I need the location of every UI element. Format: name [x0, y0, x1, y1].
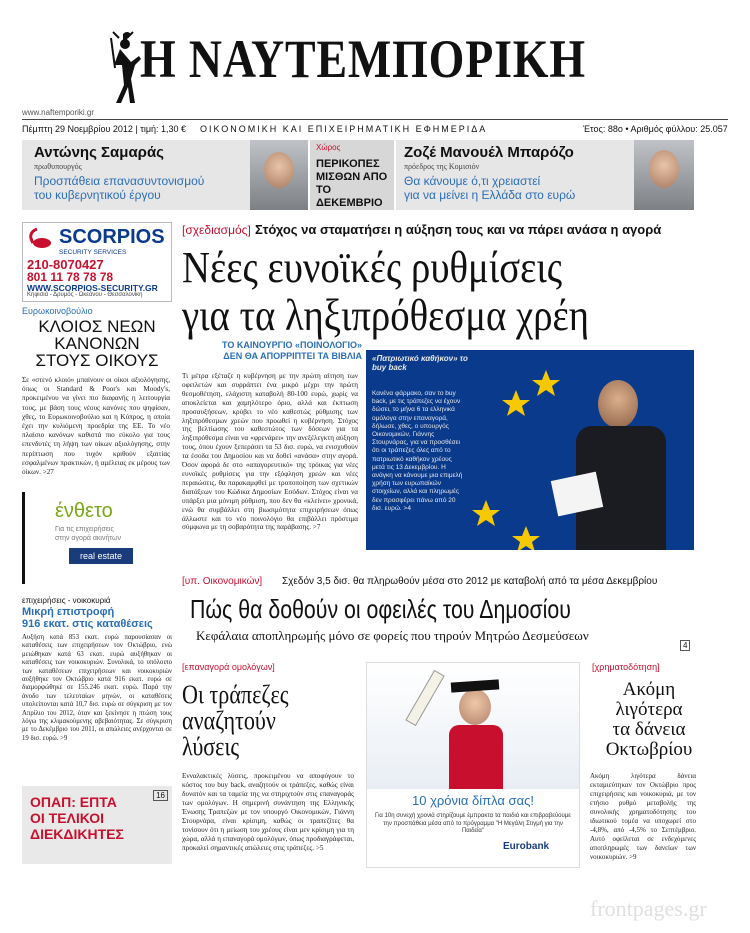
website-url: www.naftemporiki.gr — [22, 108, 95, 117]
real-estate-badge: real estate — [69, 548, 133, 564]
headline-line: αναζητούν — [182, 706, 276, 735]
entheto-sub: Για τις επιχειρήσεις — [55, 526, 114, 533]
ad-areas: Κηφισιά - Δρυμός - Ωκεάνου - Θεσσαλονίκη — [27, 292, 143, 298]
teaser-label: Χώρος — [316, 143, 341, 152]
scorpion-icon — [27, 227, 57, 253]
ad-photo — [367, 663, 579, 789]
debts-kicker: [υπ. Οικονομικών] — [182, 576, 263, 587]
ad-url: WWW.SCORPIOS-SECURITY.GR — [27, 283, 158, 293]
ad-phone: 210-8070427 — [27, 257, 104, 272]
ad-scorpios[interactable] — [22, 222, 172, 302]
teaser-line: Θα κάνουμε ό,τι χρειαστεί — [404, 174, 541, 188]
face-icon — [649, 150, 679, 188]
loans-kicker: [χρηματοδότηση] — [592, 662, 660, 672]
retail-headline[interactable] — [22, 606, 153, 630]
hermes-logo-icon — [103, 28, 143, 106]
main-side-title — [182, 340, 362, 362]
photo-caption: Κανένα φάρμακο, σαν το buy back, με τις τράπεζες να έχουν δώσει, το μήνα 6 τα ελληνικά ομόλογα στην επαναγορά, δήλωσε, χθες, ο υπουργός Οικονομικών, Γιάννης Στουρνάρας, για να προσθέσει ότι οι τράπεζες όλες από το πατριωτικό καθήκον χρέους μετά τις 13 Δεκεμβρίου. Η ανάγκη να κάνουμε μια επιμελή χρήση των ευρωπαϊκών στοιχείων, αλλά και πληρωμές δεν προσφέρει πάνω από 20 δισ. ευρώ. >4 — [372, 390, 463, 512]
side-title-line: ΔΕΝ ΘΑ ΑΠΟΡΡΙΠΤΕΙ ΤΑ ΒΙΒΛΙΑ — [223, 351, 362, 361]
main-subhead: Στόχος να σταματήσει η αύξηση τους και να πάρει ανάσα η αγορά — [255, 222, 662, 237]
banks-body: Ενναλακτικές λύσεις, προκειμένου να αποφύγουν το κόστος του buy back, αναζητούν οι τράπεζες, καθώς είναι δυνατόν και τα ταμεία της να στηριχτούν στις επαναγοράς των ομολόγων. Η σημερινή συνάντηση της Ελληνικής Ένωσης Τραπεζών με τον υπουργό Οικονομικών, Γιάννη Στουρνάρα, είναι κρίσιμη, καθώς οι τραπεζίτες θα τονίσουν ότι η μείωση του χρέους είναι μεν κρίσιμη για τη χώρα, αλλά η επαναγορά ομολόγων, όπως προδιαγράφεται, προκαλεί σημαντικές απώλειες στις τράπεζες. >5 — [182, 772, 354, 852]
teaser-line: για να μείνει η Ελλάδα στο ευρώ — [404, 188, 576, 202]
issue-number: Έτος: 88ο • Αριθμός φύλλου: 25.057 — [583, 124, 728, 134]
teaser-samaras[interactable] — [22, 140, 308, 210]
headline-line: Νέες ευνοϊκές ρυθμίσεις — [182, 243, 563, 292]
story-kicker: Ευρωκοινοβούλιο — [22, 306, 93, 316]
ad-subtitle: SECURITY SERVICES — [59, 249, 127, 256]
masthead-rule — [22, 119, 728, 120]
teaser-line: Προσπάθεια επανασυντονισμού — [34, 174, 205, 188]
dateline: Πέμπτη 29 Νοεμβρίου 2012 | τιμή: 1,30 € — [22, 124, 187, 134]
ad-title: 10 χρόνια δίπλα σας! — [412, 793, 534, 808]
face-icon — [459, 689, 491, 725]
debts-headline[interactable]: Πώς θα δοθούν οι οφειλές του Δημοσίου — [190, 594, 571, 624]
teaser-line: ΜΙΣΘΩΝ ΑΠΟ — [316, 171, 388, 183]
headline-line: ΚΛΟΙΟΣ ΝΕΩΝ — [38, 317, 156, 336]
tagline: ΟΙΚΟΝΟΜΙΚΗ ΚΑΙ ΕΠΙΧΕΙΡΗΜΑΤΙΚΗ ΕΦΗΜΕΡΙΔΑ — [200, 124, 488, 134]
teaser-line: ΠΕΡΙΚΟΠΕΣ — [316, 158, 380, 170]
ad-phone: 801 11 78 78 78 — [27, 270, 114, 284]
side-title-line: ΤΟ ΚΑΙΝΟΥΡΓΙΟ «ΠΟΙΝΟΛΟΓΙΟ» — [222, 340, 362, 350]
face-icon — [264, 152, 294, 188]
teaser-line: ΤΟ ΔΕΚΕΜΒΡΙΟ — [316, 184, 383, 209]
loans-headline[interactable] — [594, 680, 704, 760]
photo-caption-title: «Πατριωτικό καθήκον» το buy back — [372, 354, 468, 372]
ad-brand: SCORPIOS — [59, 226, 165, 248]
headline-line: ΚΑΝΟΝΩΝ — [54, 334, 140, 353]
story-kicker: επιχειρήσεις - νοικοκυριά — [22, 596, 111, 605]
left-story-body: Σε «στενό κλοιό» μπαίνουν οι οίκοι αξιολόγησης, όπως οι Standard & Poor's και Moody's, προκειμένου να γίνει πιο διαφανής η λειτουργία τους, με βάση τους νέους κανόνες που ψηφίσαν, χθες, το Ευρωκοινοβούλιο και η Κύπρος, η οποία έχει την κυλιόμενη προεδρία της ΕΕ. Το νέο πλαίσιο κανόνων καθιστά πιο εύκολο για τους επενδυτές τη λήψη των οίκων αξιολόγησης, στην περίπτωση που τυχόν κριθούν εξαιτίας εσφαλμένων πρακτικών, ή αμέλειας εκ μέρους των οίκων. >27 — [22, 376, 170, 477]
stournaras-photo[interactable] — [366, 350, 694, 550]
retail-body: Αυξήση κατά 853 εκατ. ευρώ παρουσίασαν οι καταθέσεις των επιχειρήσεων τον Οκτώβριο, ενώ μειώθηκαν κατά 63 εκατ. ευρώ αυξήθηκαν οι καταθέσεις των νοικοκυριών. Συνολικά, το υπόλοιπο των καταθέσεων επιχειρήσεων και νοικοκυριών αυξήθηκε τον Οκτώβριο κατά 916 εκατ. ευρώ σε διαμορφώθηκε σε 155.246 εκατ. ευρώ. Παρά την άνοδο των τελευταίων μηνών, οι καταθέσεις υπολείπονται κατά 10,7 δισ. ευρώ σε σύγκριση με τον Απρίλιο του 2012, όταν και ξεκίνησε η πτώση τους λόγω της κλιμακούμενης αβεβαιότητας. Σε σύγκριση με το Δεκέμβριο του 2011, οι απώλειες ανέρχονται σε 19 δισ. ευρώ. >9 — [22, 634, 172, 742]
headline-line: για τα ληξιπρόθεσμα χρέη — [182, 291, 590, 340]
headline-line: ΟΠΑΠ: ΕΠΤΑ — [30, 794, 117, 810]
banks-kicker: [επαναγορά ομολόγων] — [182, 662, 275, 672]
samaras-photo — [250, 140, 308, 210]
barroso-photo — [634, 140, 694, 210]
teaser-wages[interactable] — [310, 140, 394, 210]
headline-line: ΟΙ ΤΕΛΙΚΟΙ — [30, 810, 105, 826]
teaser-role: πρωθυπουργός — [34, 162, 82, 171]
page-ref: 16 — [153, 790, 168, 801]
teaser-line: του κυβερνητικού έργου — [34, 188, 161, 202]
main-headline[interactable] — [182, 244, 657, 340]
ad-brand: Eurobank — [503, 841, 550, 852]
teaser-name: Αντώνης Σαμαράς — [34, 144, 164, 161]
headline-line: 916 εκατ. στις καταθέσεις — [22, 618, 153, 630]
headline-line: Μικρή επιστροφή — [22, 606, 115, 618]
main-kicker: [σχεδιασμός] — [182, 223, 251, 237]
entheto-sub: στην αγορά ακινήτων — [55, 535, 121, 542]
diploma-icon — [405, 670, 444, 726]
ad-eurobank[interactable] — [366, 662, 580, 868]
red-shirt — [449, 725, 503, 789]
teaser-name: Ζοζέ Μανουέλ Μπαρόζο — [404, 144, 574, 161]
headline-line: λύσεις — [182, 732, 240, 761]
headline-line: Ακόμη — [622, 679, 676, 700]
headline-line: Οκτωβρίου — [605, 739, 693, 760]
headline-line: ΔΙΕΚΔΙΚΗΤΕΣ — [30, 826, 124, 842]
banks-headline[interactable] — [182, 682, 289, 760]
headline-line: ΣΤΟΥΣ ΟΙΚΟΥΣ — [35, 351, 159, 370]
masthead-title[interactable]: Η ΝΑΥΤΕΜΠΟΡΙΚΗ — [140, 29, 586, 89]
headline-line: Οι τράπεζες — [182, 680, 289, 709]
ad-text: Για 10η συνεχή χρονιά στηρίζουμε έμπρακτα τα παιδιά και επιβραβεύουμε την προσπάθεια μέσα από το πρόγραμμα "Η Μεγάλη Στιγμή για την Παιδεία" — [375, 813, 571, 834]
main-body: Τι μέτρα εξέταζε η κυβέρνηση με την πρώτη αίτηση των οφειλετών και συρράπτει ένα μικρό μέχρι την πρώτη θεσμοθέτηση, ελάχιστη καταβολή 80-100 ευρώ, χωρίς να αποκλείεται και χαμηλότερο όριο, αλλά και έκπτωση προσαυξήσεων, κρύβει το νέο καθεστώς ρύθμισης των ληξιπρόθεσμων χρεών που προωθεί η κυβέρνηση. Στόχος της βελτίωσης του καθεστώτος των δόσεων για τα ληξιπρόθεσμα είναι να «φρενάρει» την ανεξέλεγκτη αύξηση τους, όπου έχουν ξεπεράσει τα 53 δισ. ευρώ, να ενισχυθούν τα έσοδα του Δημοσίου και να δοθεί «ανάσα» στην αγορά. Όσον αφορά δε στο «απαγορευτικό» της τρόικας για νέες ευνοϊκές ρυθμίσεις για την εξόφληση χρεών και νέες περαιώσεις, θα παρακαμφθεί με τροποποίηση των σχετικών διατάξεων του Κώδικα Δημοσίων Εσόδων. Στόχος είναι να υπάρξει μια μόνιμη ρύθμιση, που δεν θα «κλείνει» χρονικά, ενώ θα συμβάλλει στη βιωσιμότητα επιχειρήσεων όπως άλλωστε και το νέο ποινολόγιο θα επιβάλλει πρόστιμα σύμφωνα με τη σοβαρότητα της παράβασης. >7 — [182, 372, 358, 532]
entheto-box[interactable] — [22, 492, 173, 584]
entheto-title: ένθετο — [55, 500, 113, 522]
debts-subhead: Σχεδόν 3,5 δισ. θα πληρωθούν μέσα στο 2012 με καταβολή από τα μέσα Δεκεμβρίου — [282, 576, 658, 587]
headline-line: τα δάνεια — [612, 719, 686, 740]
graduation-cap-icon — [451, 679, 500, 692]
headline-line: λιγότερα — [615, 699, 683, 720]
teaser-role: πρόεδρος της Κομισιόν — [404, 162, 480, 171]
loans-body: Ακόμη λιγότερα δάνεια εκταμιεύτηκαν τον Οκτώβριο προς επιχειρήσεις και νοικοκυριά, με τον ετήσιο ρυθμό μεταβολής της συνολικής χρηματοδότησης του ιδιωτικού τομέα να υποχωρεί στο -4,8%, από -4,5% το Σεπτέμβριο. Αυτό οφείλεται σε ενδεχόμενες αποπληρωμές των δανείων των νοικοκυριών. >9 — [590, 772, 696, 861]
debts-deck: Κεφάλαια αποπληρωμής μόνο σε φορείς που τηρούν Μητρώο Δεσμεύσεων — [196, 628, 589, 643]
left-story-headline[interactable] — [22, 318, 172, 369]
page-ref: 4 — [680, 640, 690, 651]
opap-box[interactable] — [22, 786, 172, 864]
teaser-barroso[interactable] — [396, 140, 694, 210]
face-icon — [598, 380, 638, 428]
watermark: frontpages.gr — [590, 896, 707, 921]
